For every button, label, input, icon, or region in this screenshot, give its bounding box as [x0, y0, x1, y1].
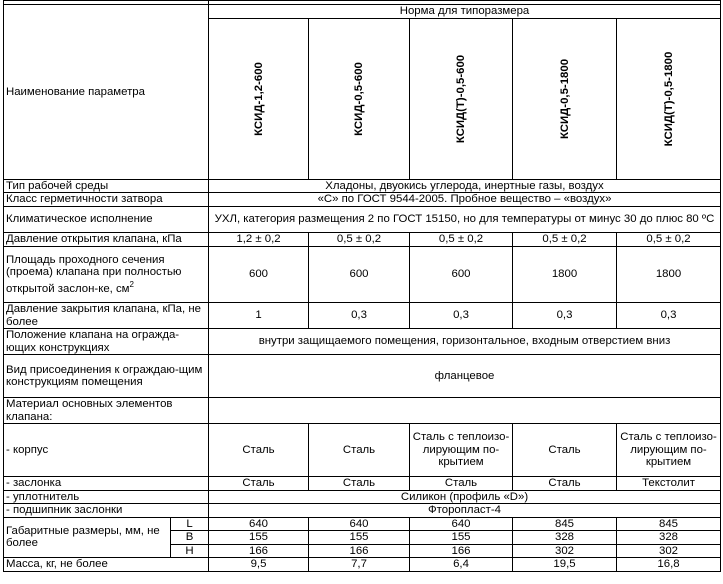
row-label: Тип рабочей среды	[4, 179, 209, 193]
row-seal	[4, 490, 721, 504]
empty-cell	[209, 398, 721, 424]
row-medium	[4, 179, 721, 193]
row-value: Фторопласт-4	[209, 504, 721, 518]
value-cell: 166	[410, 544, 513, 558]
value-cell: Сталь с теплоизо-лирующим по-крытием	[410, 424, 513, 477]
row-label: - корпус	[4, 424, 209, 477]
row-value: фланцевое	[209, 355, 721, 398]
row-position	[4, 329, 721, 355]
model-label: КСИД-0,5-600	[352, 61, 365, 136]
value-cell: Сталь	[209, 477, 309, 491]
value-cell: Сталь	[309, 477, 410, 491]
row-area	[4, 247, 721, 303]
row-open-pressure	[4, 233, 721, 247]
row-label: Габаритные размеры, мм, не более	[4, 517, 171, 558]
row-label: Материал основных элементов клапана:	[4, 398, 209, 424]
value-cell: 155	[209, 531, 309, 545]
value-cell: 0,3	[309, 303, 410, 329]
value-cell: 0,5 ± 0,2	[513, 233, 617, 247]
row-climate	[4, 207, 721, 233]
value-cell: 1800	[617, 247, 721, 303]
row-bearing	[4, 504, 721, 518]
value-cell: 0,3	[617, 303, 721, 329]
row-close-pressure	[4, 303, 721, 329]
area-label-text: Площадь проходного сечения (проема) клапана при полностью открытой заслон-ке, см	[6, 253, 182, 295]
row-materials	[4, 398, 721, 424]
value-cell: Сталь	[309, 424, 410, 477]
row-flap	[4, 477, 721, 491]
value-cell: Сталь	[513, 477, 617, 491]
value-cell: 6,4	[410, 558, 513, 572]
value-cell: 155	[309, 531, 410, 545]
row-value: УХЛ, категория размещения 2 по ГОСТ 15150, но для температуры от минус 30 до плюс 80 ºС	[209, 207, 721, 233]
value-cell: 302	[513, 544, 617, 558]
value-cell: 0,5 ± 0,2	[617, 233, 721, 247]
value-cell: Сталь	[513, 424, 617, 477]
row-label: Вид присоединения к ограждаю-щим конструкциям помещения	[4, 355, 209, 398]
model-label: КСИД(Т)-0,5-600	[454, 54, 467, 143]
model-label: КСИД-1,2-600	[252, 61, 265, 136]
value-cell: 845	[617, 517, 721, 531]
model-header	[209, 18, 309, 179]
row-label: - подшипник заслонки	[4, 504, 209, 518]
value-cell: 600	[309, 247, 410, 303]
value-cell: 166	[309, 544, 410, 558]
value-cell: 0,3	[410, 303, 513, 329]
value-cell: 328	[513, 531, 617, 545]
row-value: внутри защищаемого помещения, горизонтальное, входным отверстием вниз	[209, 329, 721, 355]
value-cell: 302	[617, 544, 721, 558]
model-label: КСИД-0,5-1800	[558, 58, 571, 139]
value-cell: 0,5 ± 0,2	[410, 233, 513, 247]
model-header	[410, 18, 513, 179]
model-header	[309, 18, 410, 179]
value-cell: 640	[309, 517, 410, 531]
spec-document	[3, 0, 720, 582]
value-cell: 600	[209, 247, 309, 303]
row-connection	[4, 355, 721, 398]
value-cell: 1800	[513, 247, 617, 303]
row-label: Класс герметичности затвора	[4, 193, 209, 207]
param-name-header: Наименование параметра	[4, 5, 209, 180]
value-cell: 1	[209, 303, 309, 329]
row-label: Давление открытия клапана, кПа	[4, 233, 209, 247]
row-dimensions-l	[4, 517, 721, 531]
row-value: Хладоны, двуокись углерода, инертные газы, воздух	[209, 179, 721, 193]
model-header	[617, 18, 721, 179]
value-cell: 845	[513, 517, 617, 531]
model-header	[513, 18, 617, 179]
area-label-sup: 2	[129, 279, 134, 289]
row-mass	[4, 558, 721, 572]
value-cell: Сталь	[410, 477, 513, 491]
value-cell: Сталь с теплоизо-лирующим по-крытием	[617, 424, 721, 477]
row-label: Давление закрытия клапана, кПа, не более	[4, 303, 209, 329]
value-cell: 328	[617, 531, 721, 545]
row-label: Климатическое исполнение	[4, 207, 209, 233]
row-label: Положение клапана на огражда-ющих конструкциях	[4, 329, 209, 355]
dimension-axis: L	[171, 517, 209, 531]
row-value: Силикон (профиль «D»)	[209, 490, 721, 504]
value-cell: 155	[410, 531, 513, 545]
value-cell: 1,2 ± 0,2	[209, 233, 309, 247]
value-cell: 166	[209, 544, 309, 558]
row-label: - уплотнитель	[4, 490, 209, 504]
value-cell: 19,5	[513, 558, 617, 572]
value-cell: Сталь	[209, 424, 309, 477]
row-tightness	[4, 193, 721, 207]
value-cell: 7,7	[309, 558, 410, 572]
row-label: Масса, кг, не более	[4, 558, 209, 572]
row-body	[4, 424, 721, 477]
dimension-axis: H	[171, 544, 209, 558]
row-label	[4, 247, 209, 303]
value-cell: 0,5 ± 0,2	[309, 233, 410, 247]
dimension-axis: B	[171, 531, 209, 545]
value-cell: 600	[410, 247, 513, 303]
value-cell: Текстолит	[617, 477, 721, 491]
value-cell: 640	[410, 517, 513, 531]
row-label: - заслонка	[4, 477, 209, 491]
value-cell: 9,5	[209, 558, 309, 572]
norm-header: Норма для типоразмера	[209, 5, 721, 19]
value-cell: 640	[209, 517, 309, 531]
value-cell: 16,8	[617, 558, 721, 572]
specification-table	[3, 0, 721, 572]
row-value: «С» по ГОСТ 9544-2005. Пробное вещество – «воздух»	[209, 193, 721, 207]
value-cell: 0,3	[513, 303, 617, 329]
model-label: КСИД(Т)-0,5-1800	[662, 51, 675, 146]
